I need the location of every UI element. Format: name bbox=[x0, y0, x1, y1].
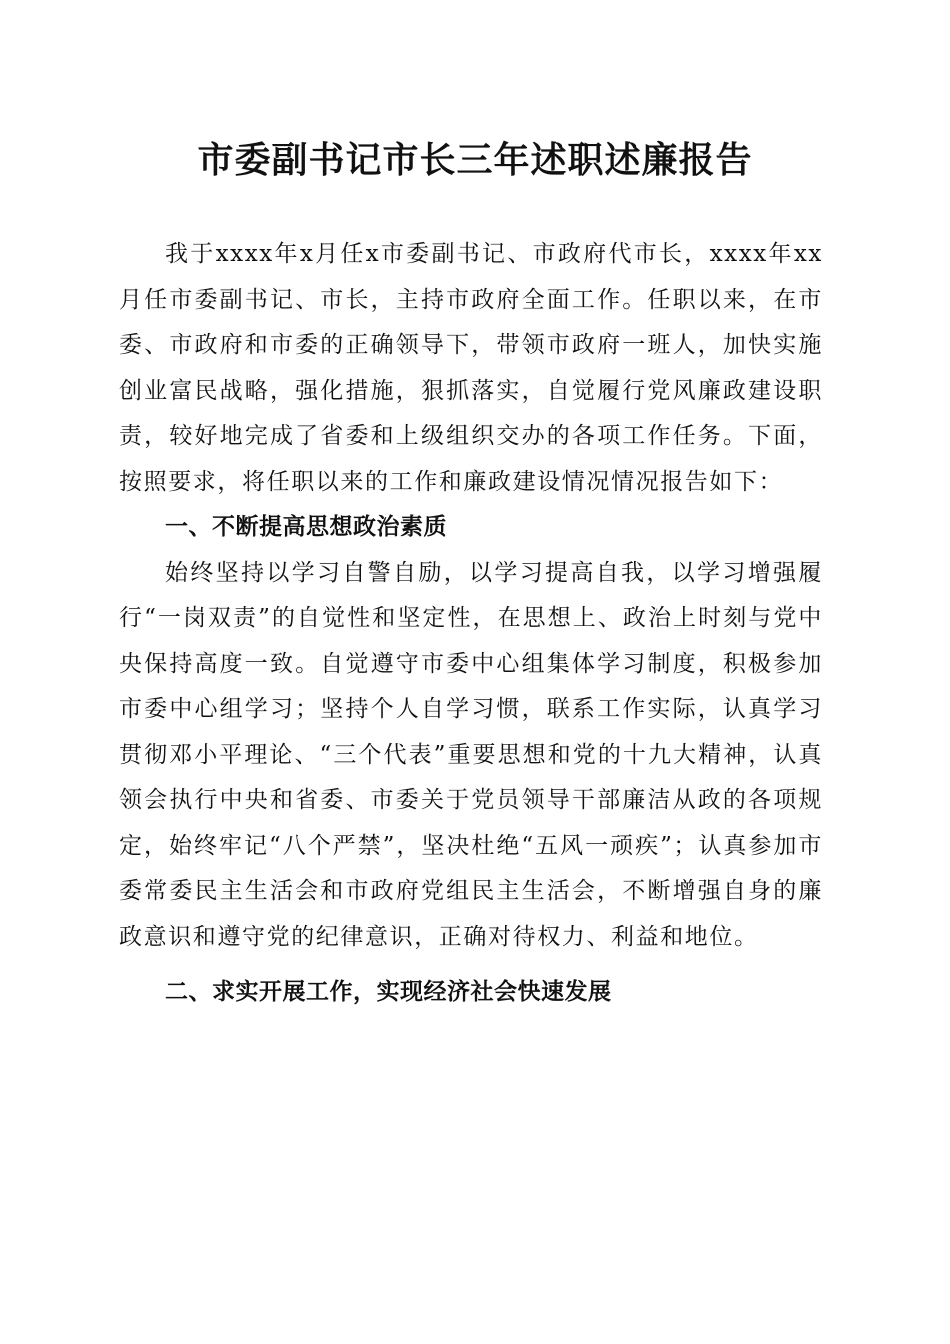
intro-paragraph: 我于xxxx年x月任x市委副书记、市政府代市长，xxxx年xx月任市委副书记、市长，主持市政府全面工作。任职以来，在市委、市政府和市委的正确领导下，带领市政府一班人，加快实施创业富民战略，强化措施，狠抓落实，自觉履行党风廉政建设职责，较好地完成了省委和上级组织交办的各项工作任务。下面，按照要求，将任职以来的工作和廉政建设情况情况报告如下： bbox=[119, 241, 823, 495]
section-1-heading: 一、不断提高思想政治素质 bbox=[165, 514, 447, 540]
document-title: 市委副书记市长三年述职述廉报告 bbox=[197, 139, 753, 181]
document-body bbox=[119, 232, 823, 1016]
section-2-heading: 二、求实开展工作，实现经济社会快速发展 bbox=[165, 979, 612, 1005]
section-1-paragraph: 始终坚持以学习自警自励，以学习提高自我，以学习增强履行“一岗双责”的自觉性和坚定性，在思想上、政治上时刻与党中央保持高度一致。自觉遵守市委中心组集体学习制度，积极参加市委中心组学习；坚持个人自学习惯，联系工作实际，认真学习贯彻邓小平理论、“三个代表”重要思想和党的十九大精神，认真领会执行中央和省委、市委关于党员领导干部廉洁从政的各项规定，始终牢记“八个严禁”，坚决杜绝“五风一顽疾”；认真参加市委常委民主生活会和市政府党组民主生活会，不断增强自身的廉政意识和遵守党的纪律意识，正确对待权力、利益和地位。 bbox=[119, 559, 823, 950]
